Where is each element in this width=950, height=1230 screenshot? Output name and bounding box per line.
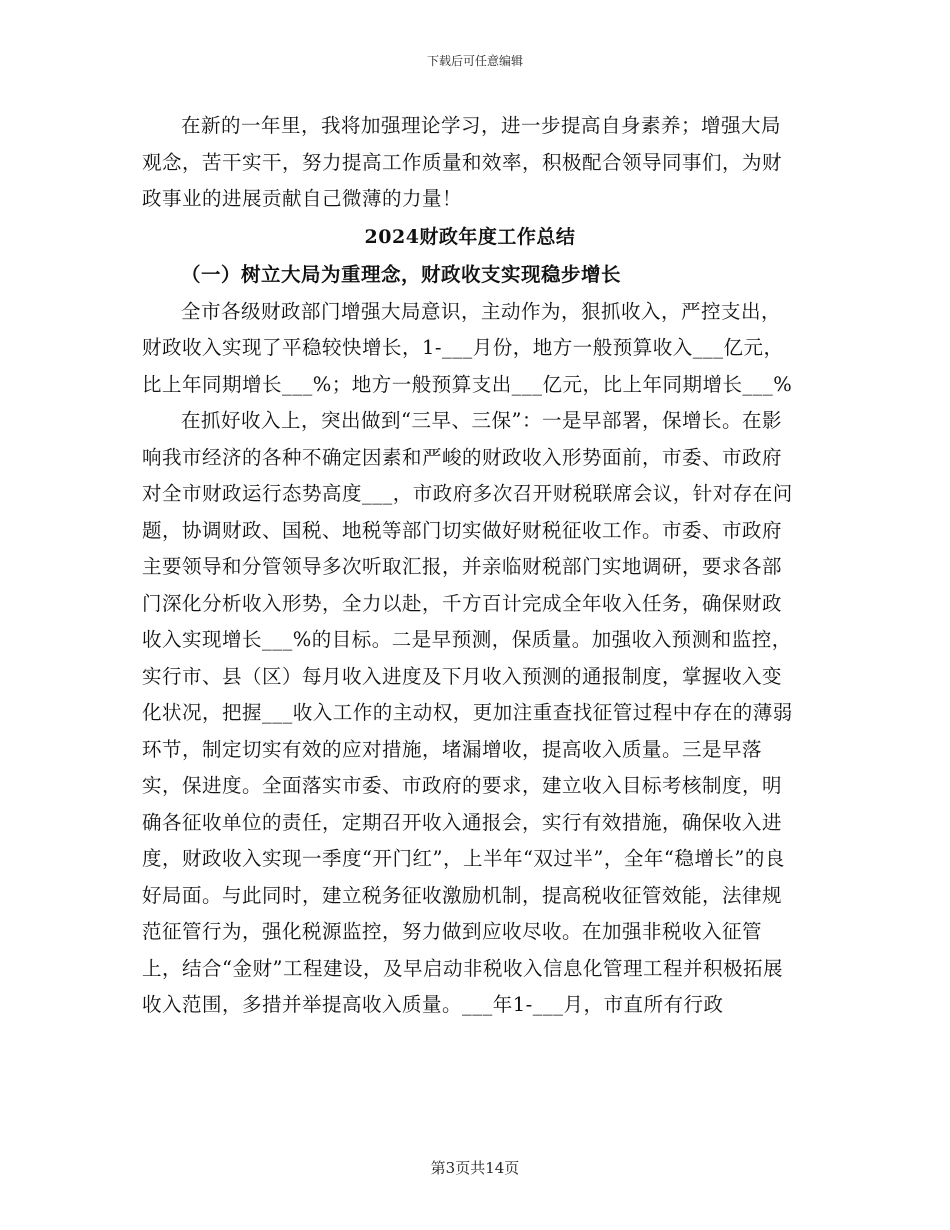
paragraph-revenue-summary: 全市各级财政部门增强大局意识，主动作为，狠抓收入，严控支出，财政收入实现了平稳较快增长，1-___月份，地方一般预算收入___亿元，比上年同期增长___%；地方一般预算支出___亿元，比上年同期增长___%	[142, 299, 793, 396]
page-header-note: 下载后可任意编辑	[426, 54, 523, 68]
page-footer-number: 第3页共14页	[430, 1159, 520, 1177]
intro-paragraph: 在新的一年里，我将加强理论学习，进一步提高自身素养；增强大局观念，苦干实干，努力提高工作质量和效率，积极配合领导同事们，为财政事业的进展贡献自己微薄的力量！	[142, 114, 783, 210]
document-title: 2024财政年度工作总结	[364, 225, 576, 248]
paragraph-revenue-measures: 在抓好收入上，突出做到“三早、三保”：一是早部署，保增长。在影响我市经济的各种不确定因素和严峻的财政收入形势面前，市委、市政府对全市财政运行态势高度___，市政府多次召开财税联席会议，针对存在问题，协调财政、国税、地税等部门切实做好财税征收工作。市委、市政府主要领导和分管领导多次听取汇报，并亲临财税部门实地调研，要求各部门深化分析收入形势，全力以赴，千方百计完成全年收入任务，确保财政收入实现增长___%的目标。二是早预测，保质量。加强收入预测和监控，实行市、县（区）每月收入进度及下月收入预测的通报制度，掌握收入变化状况，把握___收入工作的主动权，更加注重查找征管过程中存在的薄弱环节，制定切实有效的应对措施，堵漏增收，提高收入质量。三是早落实，保进度。全面落实市委、市政府的要求，建立收入目标考核制度，明确各征收单位的责任，定期召开收入通报会，实行有效措施，确保收入进度，财政收入实现一季度“开门红”，上半年“双过半”，全年“稳增长”的良好局面。与此同时，建立税务征收激励机制，提高税收征管效能，法律规范征管行为，强化税源监控，努力做到应收尽收。在加强非税收入征管上，结合“金财”工程建设，及早启动非税收入信息化管理工程并积极拓展收入范围，多措并举提高收入质量。___年1-___月，市直所有行政	[142, 409, 793, 1016]
document-body	[142, 108, 798, 1024]
section-heading: （一）树立大局为重理念，财政收支实现稳步增长	[181, 262, 622, 286]
